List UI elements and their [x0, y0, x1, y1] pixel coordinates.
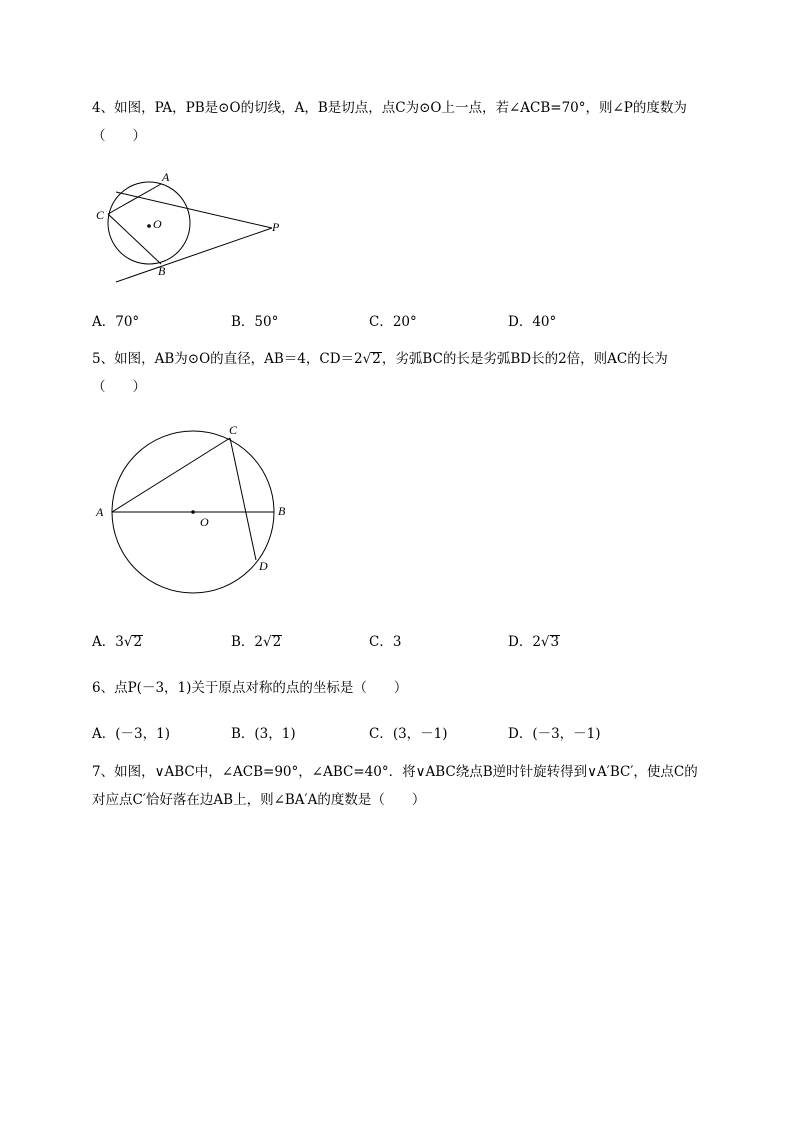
question-5-figure — [90, 418, 300, 612]
tangent-pb — [116, 228, 272, 282]
label-b: B — [278, 504, 286, 518]
option-a[interactable]: A．3√2 — [92, 634, 143, 650]
question-4-options — [92, 310, 732, 330]
label-c: C — [96, 208, 105, 222]
label-a: A — [162, 170, 170, 184]
question-5-options — [92, 630, 732, 650]
circle-o — [108, 182, 190, 264]
option-d[interactable]: D．2√3 — [508, 634, 560, 650]
question-7-stem-cont: 对应点C′恰好落在边AB上，则∠BA′A的度数是（ ） — [92, 792, 426, 808]
option-d[interactable]: D．(－3，－1) — [508, 726, 601, 742]
option-b[interactable]: B．(3，1) — [231, 726, 296, 742]
question-5-stem-part2: ，劣弧BC的长是劣弧BD长的2倍，则AC的长为 — [381, 351, 668, 367]
center-dot — [191, 510, 195, 514]
question-5-radicand: 2 — [372, 351, 381, 367]
center-dot — [147, 224, 151, 228]
tangent-circle-diagram — [90, 160, 290, 285]
label-o: O — [153, 217, 162, 231]
question-4-figure — [90, 160, 290, 289]
option-c[interactable]: C．3 — [369, 634, 402, 650]
question-5 — [92, 345, 668, 401]
option-c[interactable]: C．(3，－1) — [369, 726, 448, 742]
label-p: P — [272, 220, 280, 234]
label-d: D — [259, 559, 268, 573]
option-a[interactable]: A．70° — [92, 314, 140, 330]
option-b[interactable]: B．50° — [231, 314, 279, 330]
option-d[interactable]: D．40° — [508, 314, 557, 330]
question-7 — [92, 758, 698, 814]
label-b: B — [158, 264, 166, 278]
option-a[interactable]: A．(－3，1) — [92, 726, 170, 742]
question-5-stem-part1: 5、如图，AB为⊙O的直径，AB＝4，CD＝2 — [92, 351, 363, 367]
option-c[interactable]: C．20° — [369, 314, 417, 330]
question-5-paren: （ ） — [92, 379, 146, 395]
question-4-paren: （ ） — [92, 128, 146, 144]
label-a: A — [96, 505, 104, 519]
label-c: C — [229, 423, 238, 437]
option-b[interactable]: B．2√2 — [231, 634, 282, 650]
chord-ac — [112, 438, 230, 512]
question-4 — [92, 94, 687, 150]
tangent-pa — [116, 192, 272, 228]
question-4-stem: 4、如图，PA，PB是⊙O的切线，A，B是切点，点C为⊙O上一点，若∠ACB=70°，则∠P的度数为 — [92, 100, 687, 116]
label-o: O — [200, 515, 209, 529]
question-6-stem: 6、点P(－3，1)关于原点对称的点的坐标是（ ） — [92, 680, 408, 696]
diameter-circle-diagram — [90, 418, 300, 608]
question-6-options — [92, 722, 732, 742]
question-7-stem: 7、如图，∨ABC中，∠ACB=90°，∠ABC=40°．将∨ABC绕点B逆时针旋转得到∨A′BC′，使点C的 — [92, 764, 698, 780]
question-6 — [92, 674, 407, 702]
question-5-stem: 5、如图，AB为⊙O的直径，AB＝4，CD＝2√2，劣弧BC的长是劣弧BD长的2倍，则AC的长为 — [92, 351, 668, 367]
